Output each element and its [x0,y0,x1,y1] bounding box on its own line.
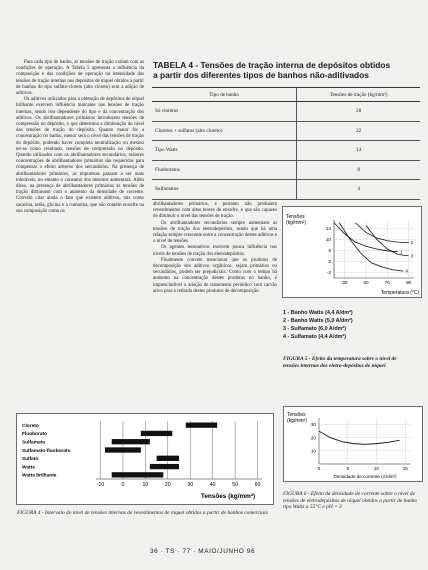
fig4-x-tick-label: 20 [164,482,171,488]
paragraph: Os aditivos utilizados para a obtenção de depósitos de níquel brilhante exercem influência marcante nas tensões de tração internas, sendo isto dependente do tipo e da concentração dos aditivos. Os abrilhantadores primários introduzem tensões de compressão no depósito, o que determina a diminuição do nível das tensões de tração do depósito. Quanto maior for a concentração no banho, menor será o nível das tensões de tração do depósito, podendo haver completa neutralização ou mesmo ter-se como resultado, tensões de compressão no depósito. Quando utilizados com os abrilhantadores secundários, maiores concentrações de abrilhantadores primários são requeridas para compensar o efeito adverso dos secundários. Na presença de abrilhantadores primários, as impurezas passam a ser mais toleráveis, no entanto o consumo dos mesmos aumentará. Além disso, na presença de abrilhantadores primários as tensões de tração diminuem com o aumento da densidade de corrente. Convém citar ainda o fato que existem aditivos, tais como sacarina, uréia, glicina e a cumarina, que não contém enxofre na sua composição como os [16,97,144,214]
legend-entry: 1 - Banho Watts (4,4 A/dm²) [283,310,353,316]
fig4-x-tick-label: 30 [187,482,194,488]
fig4-bar [157,456,179,461]
fig4-xlabel: Tensões (kg/mm²) [200,493,256,500]
paragraph: Para cada tipo de banho, as tensões de tração variam com as condições de operação. A Tabela 5 apresenta a influência da composição e das condições de operação na intensidade das tensões de tração internas nos depósitos de níquel obtidos a partir de banhos do tipo sulfato-cloreto (alto cloreto) sem a adição de aditivos. [16,60,144,97]
column-header-bath: Tipo de banho [152,88,297,102]
fig4-category-label: Watts [22,465,35,471]
fig4-category-label: Fluoborato [22,432,48,438]
figure-5-caption: FIGURA 5 - Efeito da temperatura sobre o nível de tensões internas dos eletro-depósitos de níquel [283,356,397,369]
fig4-bar [186,422,217,427]
fig4-bar [150,464,179,469]
bath-cell: Só cloretos [152,102,297,122]
fig4-bar [112,439,150,444]
fig4-x-tick-label: -10 [96,482,105,488]
fig5-series-label: 4 [405,268,408,274]
fig4-x-tick-label: 0 [121,482,125,488]
figure-6-caption: FIGURA 6 - Efeito da densidade de corrente sobre o nível de tensões de eletrodepósitos de níquel obtidos a partir de banho tipo Watts a 55°C e pH = 3 [283,491,418,511]
fig5-xlabel: Temperatura (°C) [380,290,420,296]
fig5-x-tick-label: 90 [406,280,412,285]
fig4-category-label: Watts brilhante [22,473,57,479]
paragraph: abrilhantadores primários, e portanto não produzem revestimentos com altos teores de enxofre, e que são capazes de diminuir o nível das tensões de tração. [153,202,277,220]
column-2-text [153,202,277,295]
table-4-title-line-1: TABELA 4 - Tensões de tração interna de depósitos obtidos [153,60,391,70]
fig5-series-label: 2 [410,240,414,246]
figure-5 [282,206,422,298]
fig6-x-tick-label: 10 [373,466,380,471]
footer-text: 36 · TS · 77 · MAIO/JUNHO 96 [150,548,256,555]
fig6-ylabel-1: Tensões [287,412,306,418]
table-4 [152,87,420,200]
paragraph: Finalmente convém mencionar que os produtos de decomposição dos aditivos orgânicos, sejam primários ou secundários, podem ser prejudiciais. Como com o tempo há aumento na concentração destes produtos no banho, é imprescindível a adoção de tratamento periódico com carvão ativo para a retirada destes produtos de decomposição. [153,257,277,294]
figure-4-chart [16,413,274,505]
fig6-x-tick-label: 0 [317,466,321,471]
legend-entry: 3 - Sulfamato (6,0 A/dm²) [283,326,346,332]
figure-4-caption: FIGURA 4 - Intervalo do nível de tensões internas de revestimentos de níquel obtidos a partir de banhos comerciais [17,510,268,516]
fig4-x-tick-label: 50 [232,482,238,488]
figure-6-chart [283,406,423,482]
table-row [152,121,420,141]
fig5-x-tick-label: 30 [342,280,348,285]
page-footer [150,548,350,555]
fig4-x-tick-label: 40 [209,482,216,488]
fig5-x-tick-label: 70 [384,280,390,285]
fig4-x-tick-label: 10 [142,482,149,488]
table-4-title [153,60,421,80]
bath-cell: Fluoboratos [152,160,297,180]
fig4-bar [112,472,164,477]
table-4-title-line-2: a partir dos diferentes tipos de banhos não-aditivados [153,70,369,80]
fig5-y-tick-label: -2 [326,270,331,276]
fig6-x-tick-label: 15 [402,466,408,471]
fig5-y-tick-label: 10 [325,236,331,242]
fig6-y-tick-label: 20 [310,435,316,441]
table-row [152,141,420,161]
table-row [152,180,420,200]
figure-5-chart [282,206,422,298]
stress-cell: 8 [297,160,420,180]
figure-5-legend [283,309,423,341]
fig5-y-tick-label: 14 [325,225,331,231]
fig4-bar [105,447,141,452]
fig4-category-label: Sulfamato-fluoborato [22,448,71,454]
column-1-text [16,60,144,215]
fig5-series-label: 3 [410,253,414,259]
table-header-row [152,88,420,102]
fig5-series-label: 1 [400,249,403,255]
fig6-ylabel-2: (kg/mm²) [287,418,307,424]
fig6-xlabel: Densidade de corrente (A/dm²) [333,474,397,479]
fig5-ylabel-2: (kg/mm²) [286,220,306,226]
table-row [152,160,420,180]
legend-entry: 4 - Sulfamato (4,4 A/dm²) [283,334,346,340]
fig5-ylabel-1: Tensões [286,214,305,220]
fig4-bar [141,431,172,436]
fig4-category-label: Sulfamato [22,440,46,446]
paragraph: Os abrilhantadores secundários sempre aumentam as tensões de tração dos eletrodepósitos, sendo que há uma relação sempre crescente entre a concentração destes aditivos e o nível de tensões. [153,220,277,245]
stress-cell: 4 [297,180,420,200]
fig5-y-tick-label: 2 [328,259,331,265]
fig5-x-tick-label: 50 [363,280,369,285]
legend-entry: 2 - Banho Watts (5,0 A/dm²) [283,318,353,324]
bath-cell: Tipo Watts [152,141,297,161]
stress-cell: 28 [297,102,420,122]
fig6-y-tick-label: 10 [310,448,316,454]
fig6-y-tick-label: 30 [310,422,316,428]
fig4-x-tick-label: 60 [254,482,261,488]
fig5-y-tick-label: 6 [328,247,331,253]
table-row [152,102,420,122]
fig6-x-tick-label: 5 [346,466,350,471]
stress-cell: 22 [297,121,420,141]
figure-6 [283,406,423,482]
figure-4 [16,413,274,505]
fig4-category-label: Sulfato [22,457,39,463]
fig4-category-label: Cloreto [22,423,39,429]
stress-cell: 14 [297,141,420,161]
bath-cell: Cloretos + sulfatos (alto cloreto) [152,121,297,141]
column-header-stress: Tensões de tração (kg/mm²) [297,88,420,102]
bath-cell: Sulfamatos [152,180,297,200]
paragraph: Os agentes tensoativos exercem pouca influência nos níveis de tensões de tração dos eletrodepósitos. [153,245,277,257]
